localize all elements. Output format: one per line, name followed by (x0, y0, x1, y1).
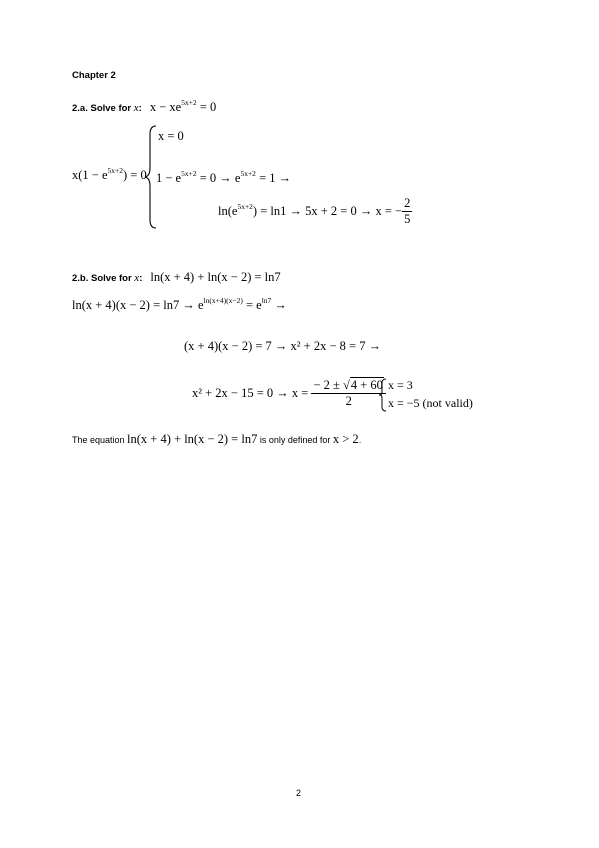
case-2-b: = 0 → e (196, 171, 241, 185)
part-b-var: x (134, 272, 140, 284)
line-1-exp2: ln7 (261, 296, 272, 305)
line-1-c: → (271, 298, 287, 312)
sqrt-sign: √ (343, 378, 350, 392)
fraction-den: 5 (404, 212, 411, 226)
case-2-c: = 1 → (255, 171, 292, 185)
factored-post: ) = 0 (123, 168, 147, 182)
case-3 (218, 196, 412, 227)
case-2-exp2: 5x+2 (240, 169, 256, 178)
fraction-num: 2 (404, 196, 411, 210)
line-1-a: ln(x + 4)(x − 2) = ln7 → e (72, 298, 204, 312)
part-a-equation (150, 100, 216, 114)
chapter-title: Chapter 2 (72, 70, 116, 81)
page-number: 2 (296, 788, 302, 798)
note-condition: x > 2 (332, 432, 359, 446)
solution-1: x = 3 (388, 378, 413, 392)
part-b-equation: ln(x + 4) + ln(x − 2) = ln7 (150, 270, 281, 284)
sqrt-radicand: 4 + 60 (350, 378, 383, 392)
case-2-exp1: 5x+2 (181, 169, 197, 178)
part-b-colon: : (139, 273, 143, 284)
factored-pre: x(1 − e (72, 168, 108, 182)
fraction-2-5 (402, 196, 412, 227)
part-a-heading (72, 98, 216, 116)
quadratic-num-a: − 2 ± (313, 378, 343, 392)
note-equation: ln(x + 4) + ln(x − 2) = ln7 (127, 432, 258, 446)
note-suffix: . (358, 435, 362, 445)
part-a-var: x (133, 102, 139, 114)
eq-a-pre: x − xe (149, 100, 182, 114)
part-a-label: 2.a. Solve for (72, 103, 134, 114)
eq-a-exp: 5x+2 (181, 98, 197, 107)
part-a-colon: : (138, 103, 142, 114)
case-1: x = 0 (158, 129, 184, 143)
part-b-line-1 (72, 298, 287, 313)
case-2-a: 1 − e (156, 171, 182, 185)
line-3-a: x² + 2x − 15 = 0 → x = (192, 386, 309, 400)
line-1-exp1: ln(x+4)(x−2) (203, 296, 243, 305)
part-a-factored (72, 168, 147, 183)
part-b-line-3 (192, 378, 386, 409)
case-3-exp: 5x+2 (237, 202, 253, 211)
quadratic-den: 2 (345, 394, 352, 408)
factored-exp: 5x+2 (107, 166, 123, 175)
part-b-label: 2.b. Solve for (72, 273, 135, 284)
case-3-b: ) = ln1 → 5x + 2 = 0 → x = − (252, 204, 403, 218)
domain-note (72, 430, 361, 448)
solutions-brace (378, 378, 388, 412)
solution-2: x = −5 (not valid) (388, 396, 473, 410)
note-prefix: The equation (72, 435, 128, 445)
quadratic-fraction (311, 378, 385, 409)
case-3-a: ln(e (218, 204, 238, 218)
part-b-heading (72, 268, 281, 286)
part-b-line-2: (x + 4)(x − 2) = 7 → x² + 2x − 8 = 7 → (184, 339, 382, 353)
case-2 (156, 171, 291, 186)
note-middle: is only defined for (257, 435, 333, 445)
line-1-b: = e (242, 298, 262, 312)
quadratic-num (311, 378, 385, 394)
eq-a-post: = 0 (196, 100, 217, 114)
